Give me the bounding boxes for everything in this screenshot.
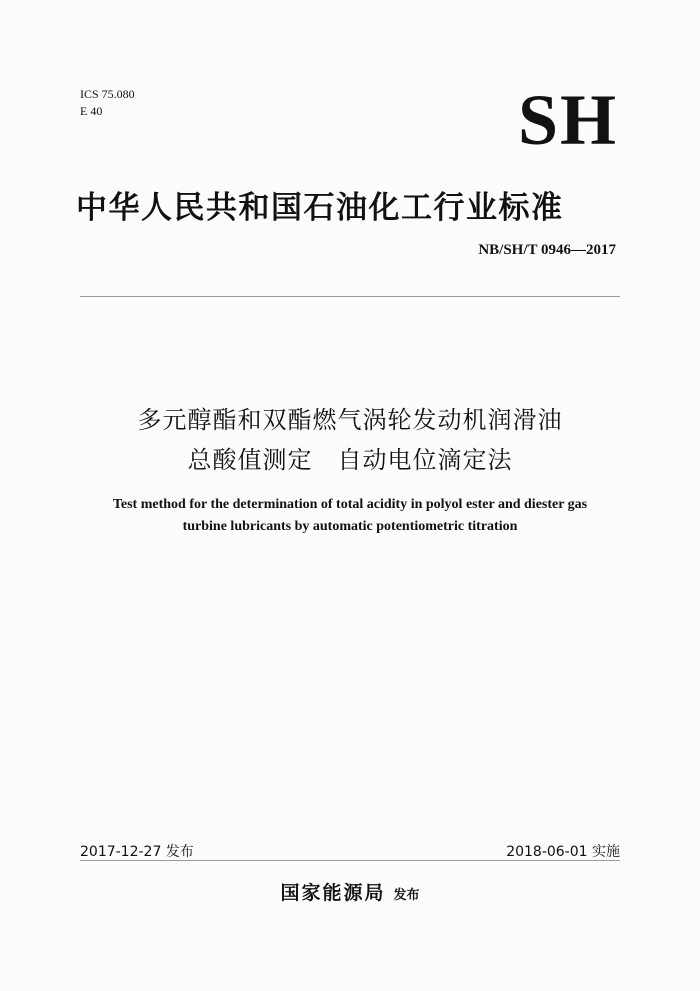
sh-logo: SH	[517, 80, 618, 160]
chinese-title-line-1: 多元醇酯和双酯燃气涡轮发动机润滑油	[137, 406, 563, 434]
standard-type-title: 中华人民共和国石油化工行业标准	[76, 190, 564, 226]
ccs-code: E 40	[80, 104, 103, 118]
implementation-date: 2018-06-01 实施	[506, 844, 620, 860]
ics-code: ICS 75.080	[80, 87, 135, 101]
top-divider	[80, 296, 620, 297]
standard-number: NB/SH/T 0946—2017	[478, 242, 616, 258]
classification-codes	[80, 86, 135, 120]
issue-date: 2017-12-27 发布	[80, 844, 194, 860]
issuer-name: 国家能源局	[280, 882, 386, 904]
chinese-title-line-2: 总酸值测定 自动电位滴定法	[187, 446, 513, 474]
english-title-line-1: Test method for the determination of total acidity in polyol ester and diester gas	[112, 497, 588, 512]
bottom-divider	[80, 860, 620, 861]
issuer-action: 发布	[393, 888, 420, 903]
english-title-line-2: turbine lubricants by automatic potentiometric titration	[182, 519, 518, 534]
issuer-line	[0, 878, 700, 905]
